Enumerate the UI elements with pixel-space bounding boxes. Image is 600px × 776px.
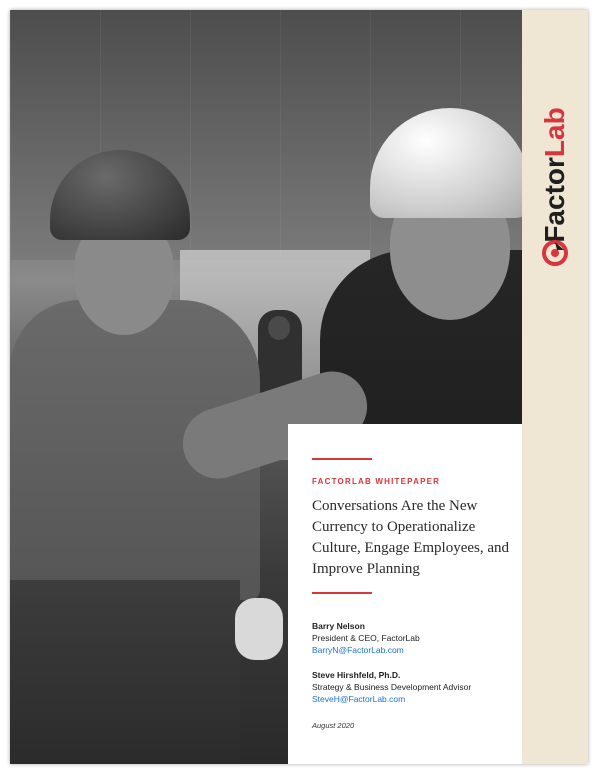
logo-word-factor: Factor [539,157,570,243]
background-worker-head [268,316,290,340]
divider-middle [312,592,372,594]
author-name: Barry Nelson [312,621,365,631]
publication-date: August 2020 [312,721,355,730]
kicker-label: FACTORLAB WHITEPAPER [312,477,441,486]
divider-top [312,458,372,460]
cover-title: Conversations Are the New Currency to Operationalize Culture, Engage Employees, and Improve Planning [312,498,510,577]
logo-wordmark [539,107,571,242]
author-name: Steve Hirshfeld, Ph.D. [312,670,401,680]
title-panel [288,424,522,764]
whitepaper-cover [10,10,588,764]
factorlab-logo-icon [540,238,570,273]
work-glove [235,598,283,660]
author-1 [312,620,522,656]
author-role: Strategy & Business Development Advisor [312,682,472,692]
author-email-link[interactable]: BarryN@FactorLab.com [312,645,404,655]
author-role: President & CEO, FactorLab [312,633,420,643]
author-email-link[interactable]: SteveH@FactorLab.com [312,694,406,704]
author-2 [312,669,522,705]
logo-word-lab: Lab [539,107,570,158]
worker-left-jeans [10,580,240,764]
factorlab-logo [522,80,588,270]
